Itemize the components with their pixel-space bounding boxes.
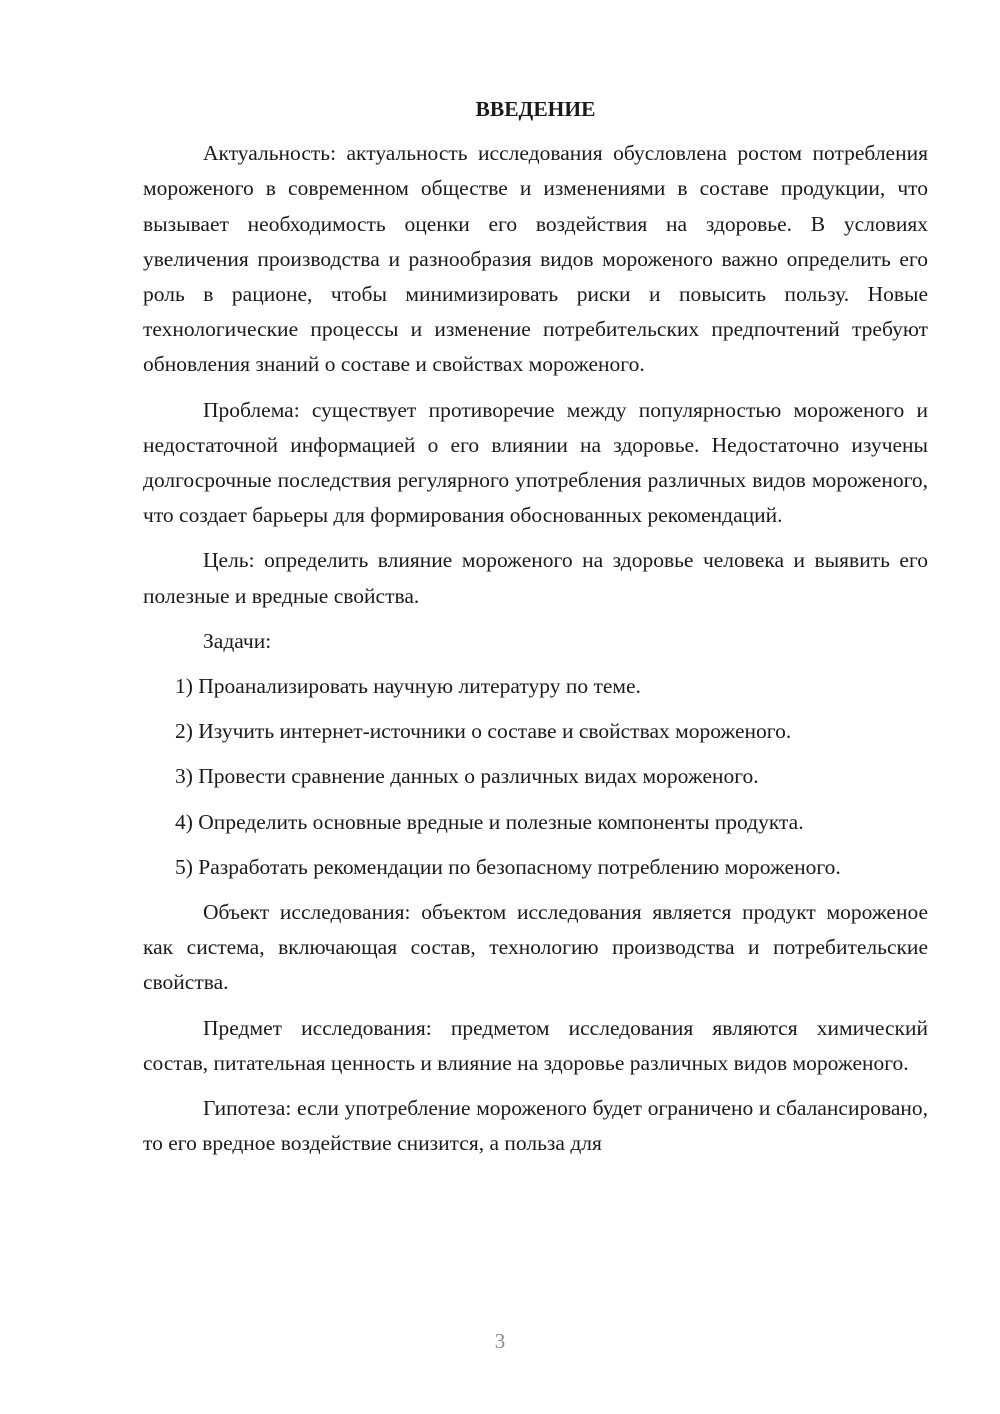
tasks-title: Задачи: xyxy=(203,628,272,653)
goal-paragraph: Цель: определить влияние мороженого на здоровье человека и выявить его полезные и вредные свойства. xyxy=(143,548,928,608)
page-content xyxy=(143,92,928,1171)
task-item: 4) Определить основные вредные и полезные компоненты продукта. xyxy=(175,809,804,834)
subject-paragraph: Предмет исследования: предметом исследования являются химический состав, питательная ценность и влияние на здоровье различных видов мороженого. xyxy=(143,1015,928,1075)
section-heading: ВВЕДЕНИЕ xyxy=(475,97,596,121)
page-number: 3 xyxy=(494,1329,506,1353)
problem-paragraph: Проблема: существует противоречие между популярностью мороженого и недостаточной информацией о его влиянии на здоровье. Недостаточно изучены долгосрочные последствия регулярного употребления различных видов мороженого, что создает барьеры для формирования обоснованных рекомендаций. xyxy=(143,397,928,528)
task-item: 2) Изучить интернет-источники о составе и свойствах мороженого. xyxy=(175,719,792,744)
task-item: 5) Разработать рекомендации по безопасному потреблению мороженого. xyxy=(175,854,841,879)
object-paragraph: Объект исследования: объектом исследования является продукт мороженое как система, включающая состав, технологию производства и потребительские свойства. xyxy=(143,900,928,995)
hypothesis-paragraph: Гипотеза: если употребление мороженого будет ограничено и сбалансировано, то его вредное воздействие снизится, а польза для xyxy=(143,1096,928,1156)
task-item: 3) Провести сравнение данных о различных видах мороженого. xyxy=(175,764,759,789)
relevance-paragraph: Актуальность: актуальность исследования обусловлена ростом потребления мороженого в современном обществе и изменениями в составе продукции, что вызывает необходимость оценки его воздействия на здоровье. В условиях увеличения производства и разнообразия видов мороженого важно определить его роль в рационе, чтобы минимизировать риски и повысить пользу. Новые технологические процессы и изменение потребительских предпочтений требуют обновления знаний о составе и свойствах мороженого. xyxy=(143,141,928,377)
task-item: 1) Проанализировать научную литературу по теме. xyxy=(175,674,641,699)
